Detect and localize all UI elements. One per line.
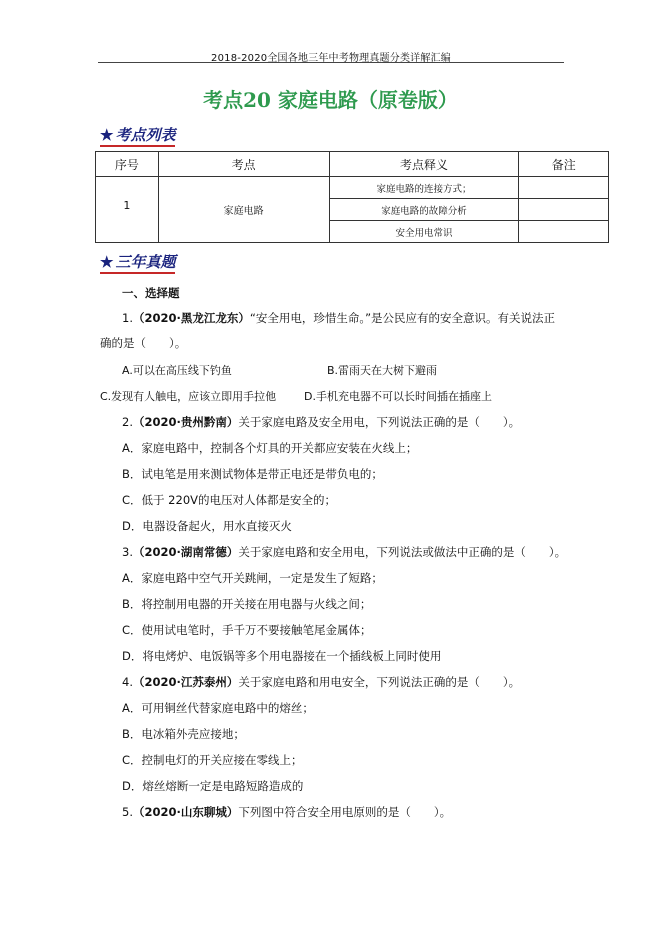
cell-note [519,177,609,199]
question-number: 3. [122,545,133,559]
document-title: 考点20 家庭电路（原卷版） [203,88,458,112]
cell-topic: 家庭电路 [158,177,329,243]
option-a: A．可用铜丝代替家庭电路中的熔丝； [122,701,314,715]
question-text: 关于家庭电路及安全用电，下列说法正确的是（ ）。 [238,415,521,429]
question-source: （2020·江苏泰州） [132,675,239,689]
option-c: C．控制电灯的开关应接在零线上； [122,753,303,767]
section-heading-exams [100,251,175,272]
cell-note [519,199,609,221]
table-row [96,177,609,199]
question-number: 4. [122,675,133,689]
option-d: D．电器设备起火，用水直接灭火 [122,519,292,533]
question-type-heading: 一、选择题 [122,286,180,300]
section-heading-label: 三年真题 [115,253,176,271]
section-heading-points [100,124,175,145]
running-header: 2018-2020全国各地三年中考物理真题分类详解汇编 [211,53,451,64]
option-c: C．低于 220V的电压对人体都是安全的； [122,493,337,507]
option-b: B．将控制用电器的开关接在用电器与火线之间； [122,597,372,611]
question-source: （2020·湖南常德） [132,545,239,559]
heading-underline [100,145,175,147]
option-d: D．将电烤炉、电饭锅等多个用电器接在一个插线板上同时使用 [122,649,442,663]
question-text: 关于家庭电路和安全用电，下列说法或做法中正确的是（ ）。 [238,545,567,559]
question-text: 下列图中符合安全用电原则的是（ ）。 [238,805,452,819]
question-4-stem [122,674,520,690]
option-b: B．电冰箱外壳应接地； [122,727,245,741]
question-number: 5. [122,805,133,819]
table-header-row [96,152,609,177]
option-c: C.发现有人触电，应该立即用手拉他 [100,390,277,403]
option-a: A．家庭电路中空气开关跳闸，一定是发生了短路； [122,571,383,585]
option-b: B．试电笔是用来测试物体是带正电还是带负电的； [122,467,383,481]
option-b: B.雷雨天在大树下避雨 [327,364,438,377]
cell-explanation: 家庭电路的连接方式； [329,177,519,199]
star-icon: ★ [100,126,114,144]
cell-index: 1 [96,177,159,243]
cell-note [519,221,609,243]
question-2-stem [122,414,520,430]
header-cell-index: 序号 [96,152,159,177]
header-rule [98,62,564,63]
question-text: 关于家庭电路和用电安全，下列说法正确的是（ ）。 [238,675,521,689]
section-heading-label: 考点列表 [115,126,176,144]
question-5-stem [122,804,451,820]
question-text: “安全用电，珍惜生命。”是公民应有的安全意识。有关说法正 [249,311,556,325]
cell-explanation: 家庭电路的故障分析 [329,199,519,221]
points-table [95,151,609,243]
question-1-stem-cont: 确的是（ ）。 [100,336,187,350]
option-c: C．使用试电笔时，手千万不要接触笔尾金属体； [122,623,372,637]
question-source: （2020·山东聊城） [132,805,239,819]
question-3-stem [122,544,566,560]
option-d: D．熔丝熔断一定是电路短路造成的 [122,779,304,793]
option-a: A．家庭电路中，控制各个灯具的开关都应安装在火线上； [122,441,418,455]
header-cell-explanation: 考点释义 [329,152,519,177]
heading-underline [100,272,175,274]
question-number: 1. [122,311,133,325]
star-icon: ★ [100,253,114,271]
question-1-stem [122,310,555,326]
question-source: （2020·黑龙江龙东） [132,311,250,325]
question-number: 2. [122,415,133,429]
cell-explanation: 安全用电常识 [329,221,519,243]
question-source: （2020·贵州黔南） [132,415,239,429]
header-cell-topic: 考点 [158,152,329,177]
option-a: A.可以在高压线下钓鱼 [122,364,232,377]
header-cell-notes: 备注 [519,152,609,177]
option-d: D.手机充电器不可以长时间插在插座上 [304,390,492,403]
